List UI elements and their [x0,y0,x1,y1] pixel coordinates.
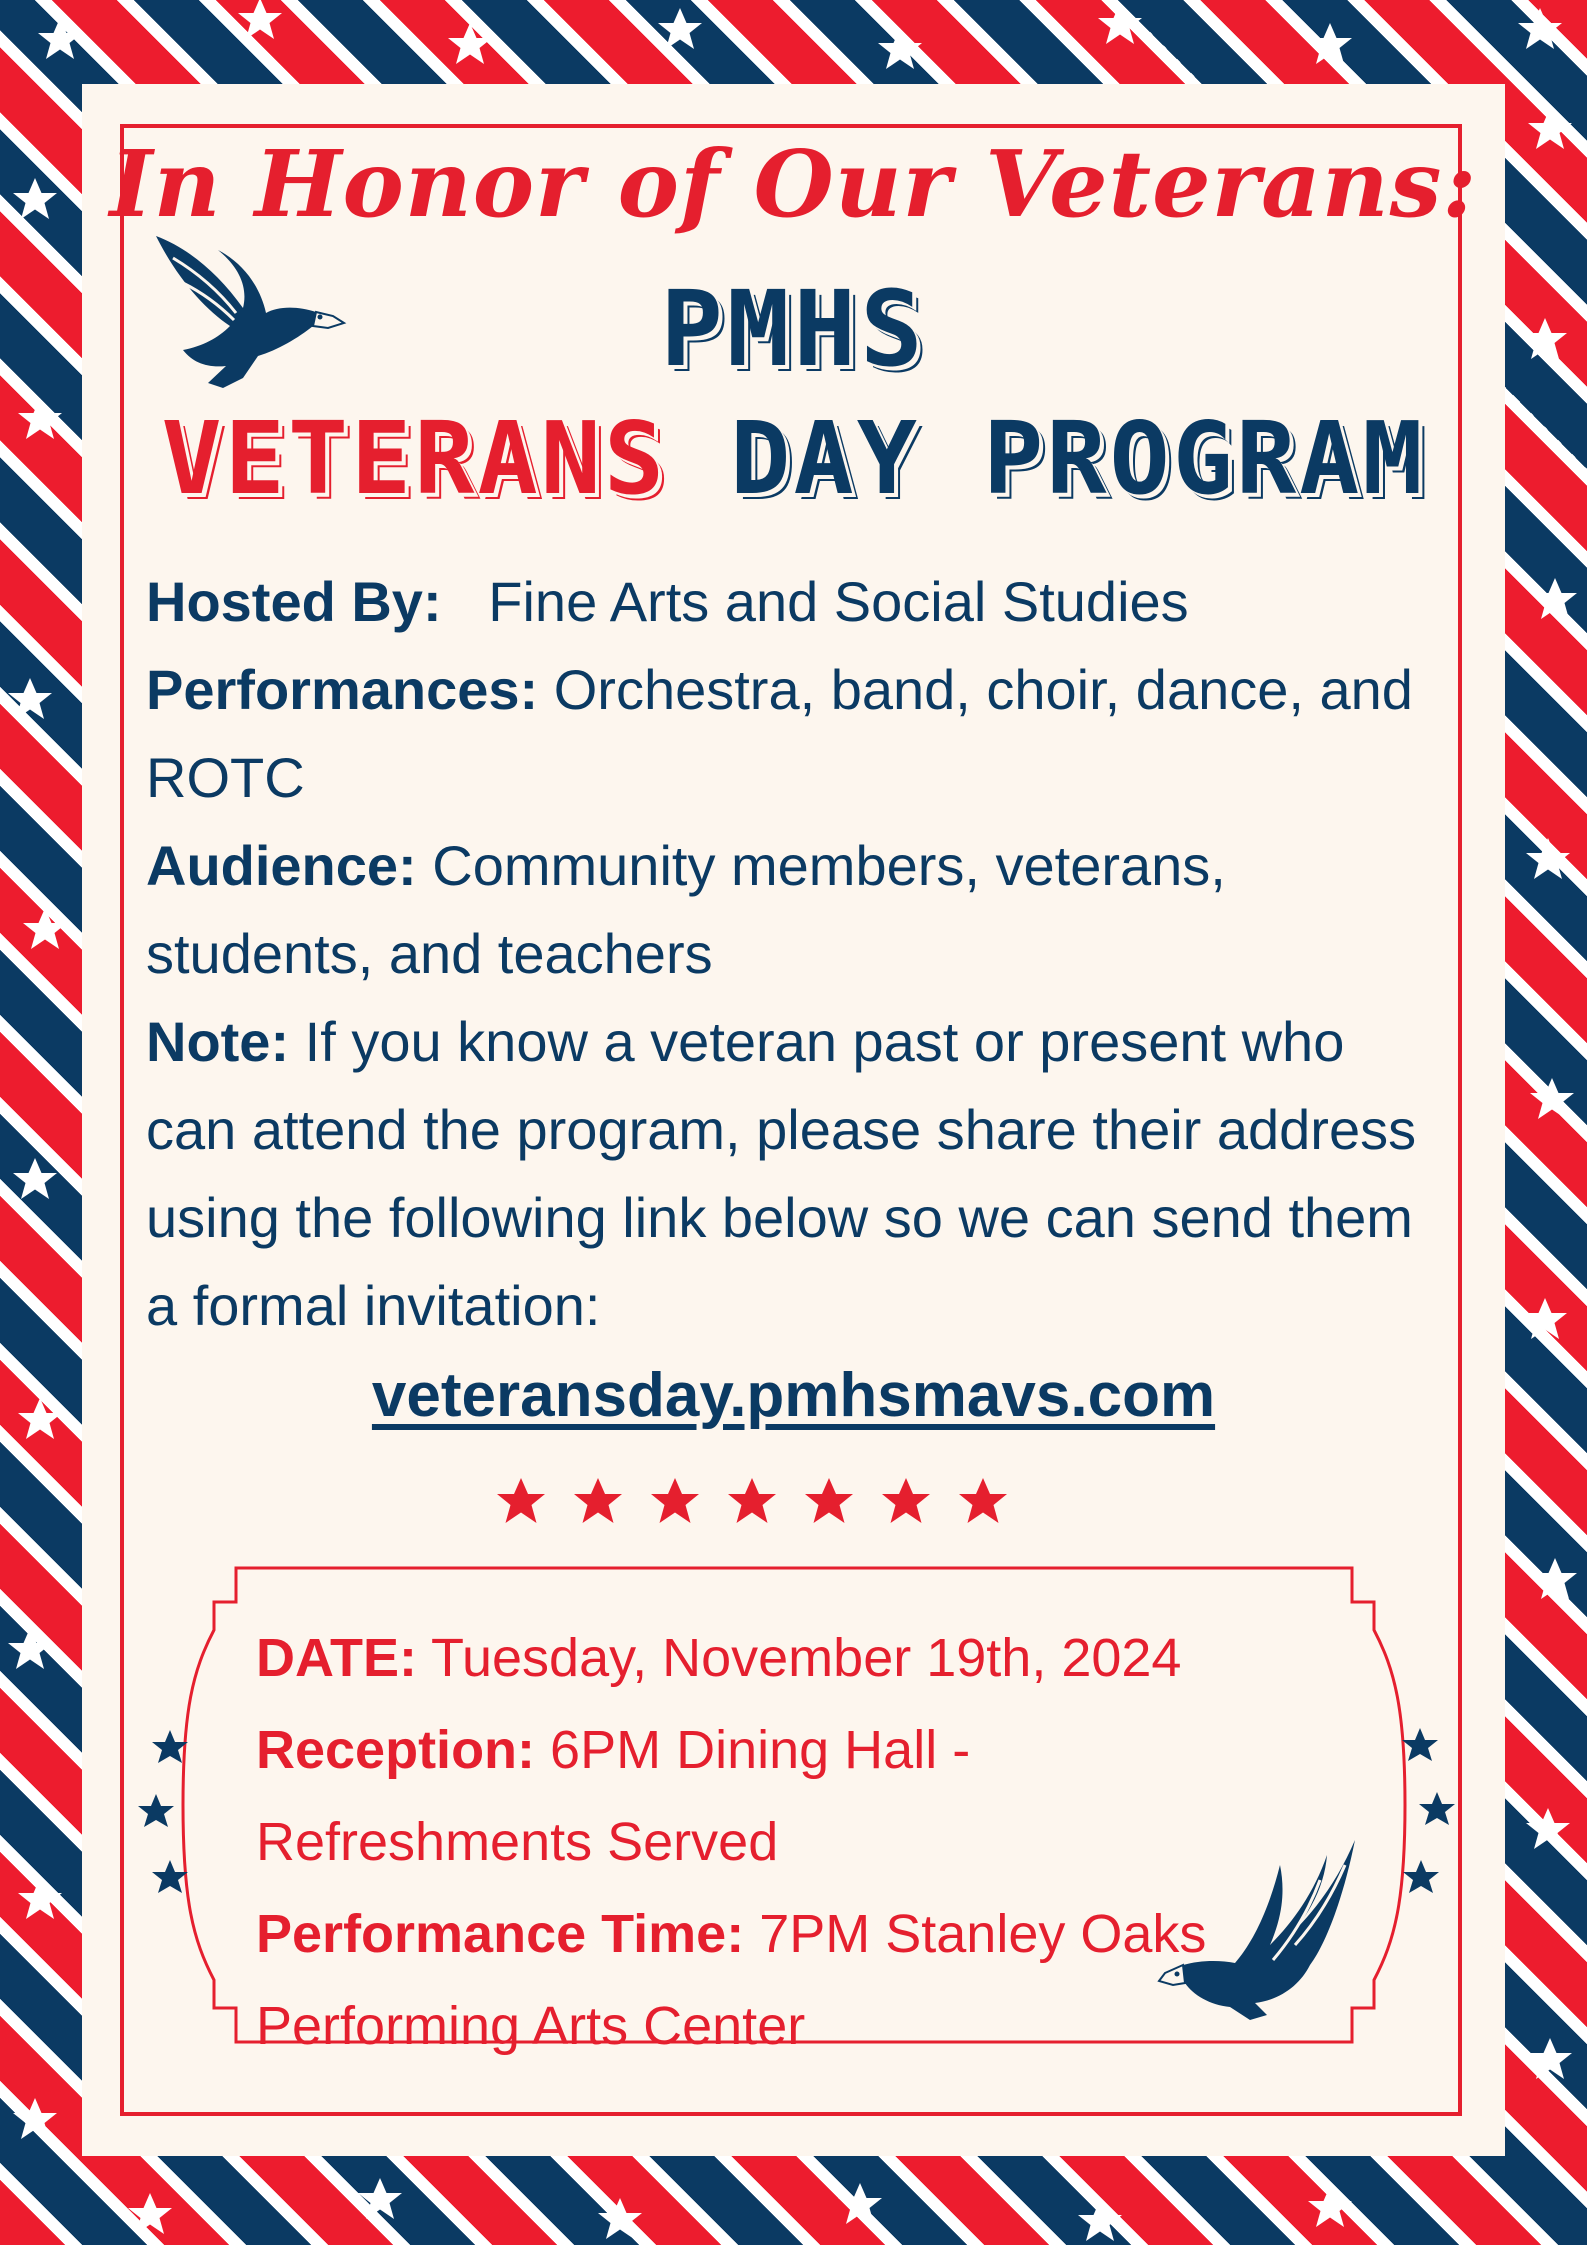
performances-label: Performances: [146,658,539,721]
side-stars-left [130,1720,190,1905]
star-icon [728,1478,776,1523]
star-icon [651,1478,699,1523]
star-icon [1402,1728,1438,1761]
rsvp-link[interactable]: veteransday.pmhsmavs.com [371,1361,1216,1430]
program-title-veterans: VETERANS [161,400,668,517]
note-line [146,998,1446,1350]
star-icon [1403,1860,1439,1893]
performance-time-value: 7PM Stanley Oaks Performing Arts Center [256,1904,1207,2056]
reception-label: Reception: [256,1720,536,1780]
script-title: In Honor of Our Veterans: [109,130,1478,238]
star-icon [1419,1792,1455,1825]
star-icon [497,1478,545,1523]
date-line [256,1612,1306,1704]
program-title [0,400,1587,517]
reception-line [256,1704,1306,1888]
star-icon [959,1478,1007,1523]
star-icon [152,1730,188,1763]
note-value: If you know a veteran past or present who can attend the program, please share their address using the following link below so we can send them a formal invitation: [146,1010,1417,1337]
reception-value: 6PM Dining Hall - Refreshments Served [256,1720,971,1872]
star-divider [490,1470,1020,1530]
performance-time-label: Performance Time: [256,1904,745,1964]
date-label: DATE: [256,1628,417,1688]
program-title-day-program: DAY PROGRAM [730,400,1426,517]
school-name: PMHS [660,268,927,390]
event-details [256,1612,1306,2072]
audience-label: Audience: [146,834,417,897]
hosted-by-value: Fine Arts and Social Studies [488,570,1189,633]
eagle-icon [1155,1835,1360,2025]
star-icon [805,1478,853,1523]
note-label: Note: [146,1010,290,1073]
performances-line [146,646,1446,822]
audience-line [146,822,1446,998]
hosted-by-line [146,558,1446,646]
date-value: Tuesday, November 19th, 2024 [431,1628,1182,1688]
star-icon [574,1478,622,1523]
program-details [146,558,1446,1350]
star-icon [138,1794,174,1827]
hosted-by-label: Hosted By: [146,570,442,633]
performances-value: Orchestra, band, choir, dance, and ROTC [146,658,1413,809]
star-icon [152,1860,188,1893]
eagle-icon [148,228,348,393]
side-stars-right [1395,1718,1455,1903]
performance-time-line [256,1888,1306,2072]
star-icon [882,1478,930,1523]
audience-value: Community members, veterans, students, and teachers [146,834,1226,985]
